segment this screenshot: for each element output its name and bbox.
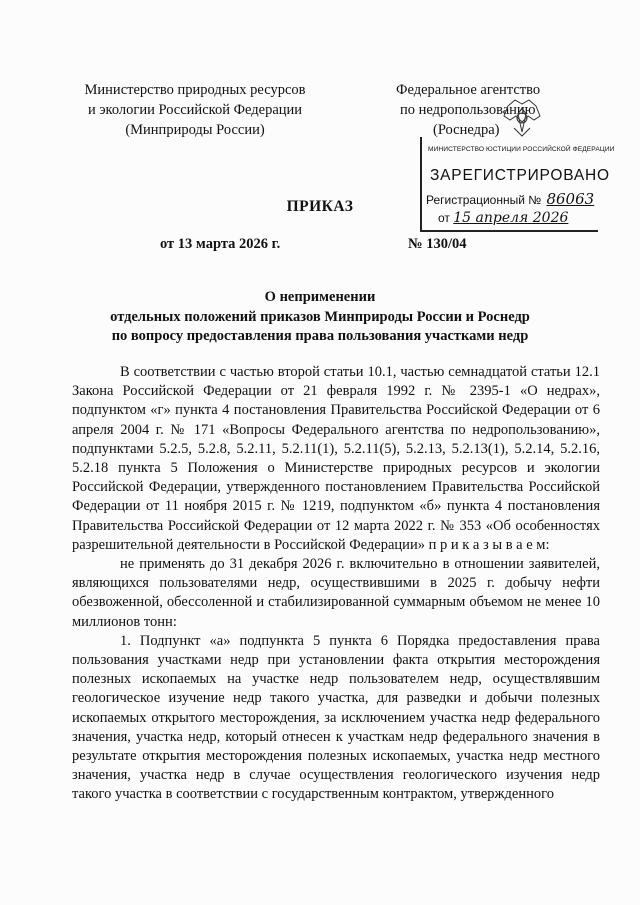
preamble-paragraph	[72, 363, 600, 555]
order-word: п р и к а з ы в а е м:	[428, 536, 550, 553]
registration-stamp	[420, 137, 615, 231]
stamp-status: ЗАРЕГИСТРИРОВАНО	[430, 167, 610, 184]
issuer-ministry-line: (Минприроды России)	[125, 122, 265, 138]
issuer-agency-line: (Роснедра)	[433, 122, 500, 138]
coat-of-arms-icon	[500, 98, 544, 138]
lead-paragraph: не применять до 31 декабря 2026 г. включительно в отношении заявителей, являющихся пользователями недр, осуществившими в 2025 г. добычу нефти обезвоженной, обессоленной и стабилизированной суммарным объемом не менее 10 миллионов тонн:	[72, 556, 600, 630]
stamp-reg-label: Регистрационный №	[426, 193, 542, 207]
issuer-ministry-line: Министерство природных ресурсов	[84, 82, 306, 98]
issuer-agency-block	[378, 80, 618, 140]
issuer-ministry-line: и экологии Российской Федерации	[87, 102, 303, 118]
stamp-reg-number: 86063	[546, 190, 595, 208]
subject-line: по вопросу предоставления права пользования участками недр	[111, 328, 529, 344]
issuer-agency-line: Федеральное агентство	[396, 82, 541, 98]
stamp-ministry: МИНИСТЕРСТВО ЮСТИЦИИ РОССИЙСКОЙ ФЕДЕРАЦИИ	[428, 146, 615, 153]
document-type: ПРИКАЗ	[286, 198, 354, 215]
subject-line: О неприменении	[264, 289, 376, 305]
document-body	[72, 363, 600, 805]
subject-line: отдельных положений приказов Минприроды России и Роснедр	[110, 308, 530, 325]
preamble-text: В соответствии с частью второй статьи 10.1, частью семнадцатой статьи 12.1 Закона Российской Федерации от 21 февраля 1992 г. № 2395-1 «О недрах», подпунктом «г» пункта 4 постановления Правительства Российской Федерации от 6 апреля 2004 г. № 171 «Вопросы Федерального агентства по недропользованию», подпунктами 5.2.5, 5.2.8, 5.2.11, 5.2.11(1), 5.2.11(5), 5.2.13, 5.2.13(1), 5.2.14, 5.2.16, 5.2.18 пункта 5 Положения о Министерстве природных ресурсов и экологии Российской Федерации, утвержденного постановлением Правительства Российской Федерации от 11 ноября 2015 г. № 1219, подпунктом «б» пункта 4 постановления Правительства Российской Федерации от 12 марта 2022 г. № 353 «Об особенностях разрешительной деятельности в Российской Федерации»	[72, 364, 600, 553]
issuer-agency-line: по недропользованию	[400, 102, 536, 118]
item-1-paragraph: 1. Подпункт «а» подпункта 5 пункта 6 Порядка предоставления права пользования участками недр при установлении факта открытия месторождения полезных ископаемых на участке недр пользователем недр, осуществлявшим геологическое изучение недр такого участка, для разведки и добычи полезных ископаемых открытого месторождения, за исключением участка недр федерального значения, участка недр, который отнесен к участкам недр федерального значения в результате открытия месторождения полезных ископаемых, участка недр местного значения, участка недр в случае осуществления геологического изучения недр такого участка в соответствии с государственным контрактом, утвержденного	[72, 632, 600, 803]
stamp-border-bottom	[420, 230, 598, 232]
stamp-border-left	[420, 137, 422, 231]
document-subject	[60, 288, 580, 347]
stamp-date-value: 15 апреля 2026	[453, 210, 569, 226]
document-number: № 130/04	[408, 236, 467, 252]
issuer-ministry-block	[60, 80, 330, 140]
document-date: от 13 марта 2026 г.	[160, 236, 281, 252]
stamp-date-label: от	[438, 211, 450, 225]
